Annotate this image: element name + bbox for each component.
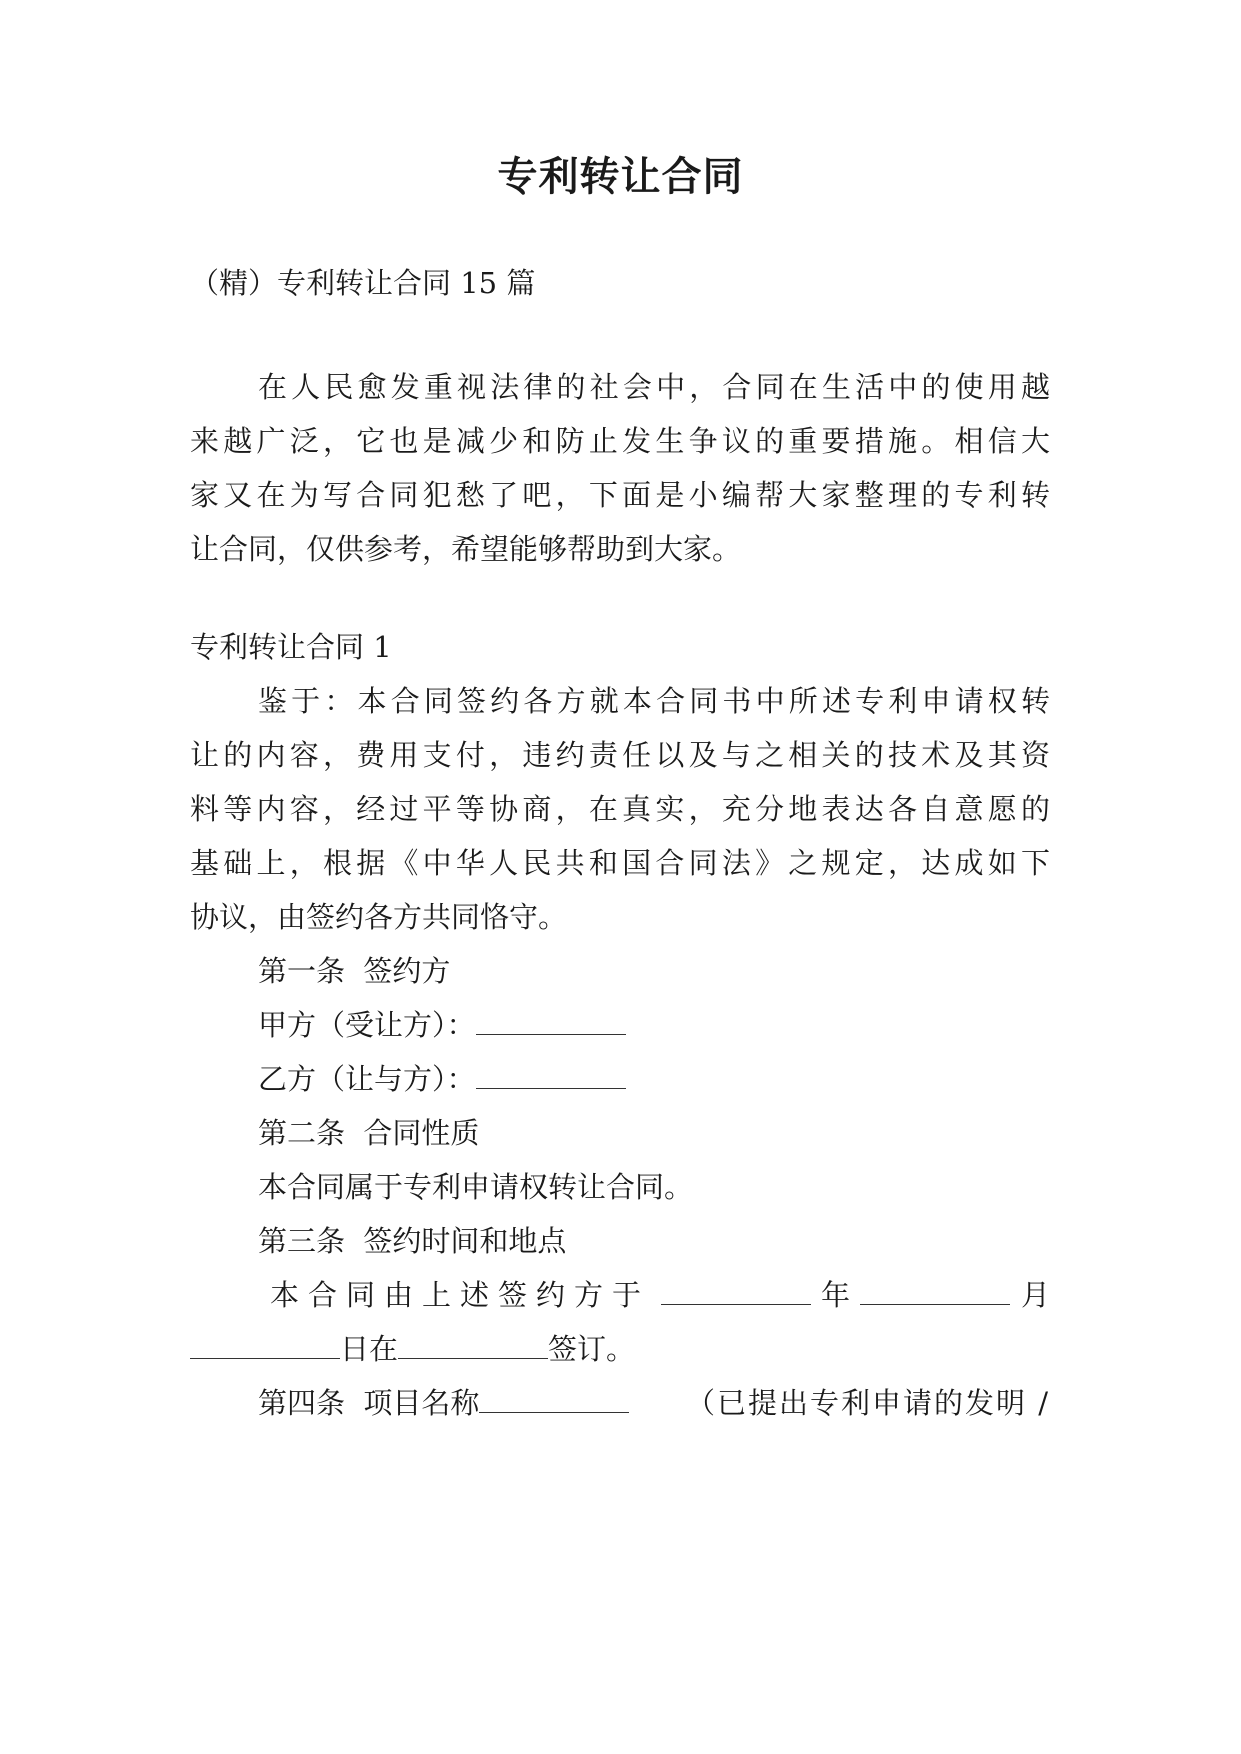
whereas-line-1: 鉴于：本合同签约各方就本合同书中所述专利申请权转 bbox=[258, 684, 1050, 718]
party-a-blank bbox=[476, 1008, 626, 1035]
article-2-text: 本合同属于专利申请权转让合同。 bbox=[258, 1170, 694, 1204]
party-b-row bbox=[258, 1059, 1050, 1099]
article-3-heading: 第三条 签约时间和地点 bbox=[258, 1224, 567, 1258]
intro-line-1: 在人民愈发重视法律的社会中，合同在生活中的使用越 bbox=[258, 370, 1050, 404]
intro-line-2: 来越广泛，它也是减少和防止发生争议的重要措施。相信大 bbox=[190, 424, 1050, 458]
article-1-heading: 第一条 签约方 bbox=[258, 954, 451, 988]
article-4-line bbox=[258, 1383, 1050, 1423]
whereas-line-3: 料等内容，经过平等协商，在真实，充分地表达各自意愿的 bbox=[190, 792, 1050, 826]
document-subtitle: （精）专利转让合同 15 篇 bbox=[190, 266, 536, 300]
party-b-label: 乙方（让与方）： bbox=[258, 1062, 476, 1096]
day-blank bbox=[190, 1332, 340, 1359]
article-2-heading: 第二条 合同性质 bbox=[258, 1116, 480, 1150]
article-4-suffix: （已提出专利申请的发明 / bbox=[686, 1386, 1050, 1420]
whereas-line-4: 基础上，根据《中华人民共和国合同法》之规定，达成如下 bbox=[190, 846, 1050, 880]
whereas-line-2: 让的内容，费用支付，违约责任以及与之相关的技术及其资 bbox=[190, 738, 1050, 772]
month-label: 月 bbox=[1020, 1278, 1050, 1312]
signed-label: 签订。 bbox=[548, 1332, 636, 1366]
day-on-label: 日在 bbox=[340, 1332, 399, 1366]
place-blank bbox=[398, 1332, 548, 1359]
year-label: 年 bbox=[820, 1278, 850, 1312]
project-name-blank bbox=[479, 1386, 629, 1413]
article-3-prefix: 本合同由上述签约方于 bbox=[270, 1278, 651, 1312]
party-a-label: 甲方（受让方）： bbox=[258, 1008, 476, 1042]
year-blank bbox=[661, 1278, 811, 1305]
article-3-line-2 bbox=[190, 1329, 1050, 1369]
article-4-prefix: 第四条 项目名称 bbox=[258, 1386, 480, 1420]
intro-line-4: 让合同，仅供参考，希望能够帮助到大家。 bbox=[190, 532, 742, 566]
intro-line-3: 家又在为写合同犯愁了吧，下面是小编帮大家整理的专利转 bbox=[190, 478, 1050, 512]
article-3-line-1 bbox=[270, 1275, 1050, 1315]
party-a-row bbox=[258, 1005, 1050, 1045]
section-heading: 专利转让合同 1 bbox=[190, 630, 392, 664]
document-title: 专利转让合同 bbox=[497, 154, 744, 200]
party-b-blank bbox=[476, 1062, 626, 1089]
whereas-line-5: 协议，由签约各方共同恪守。 bbox=[190, 900, 568, 934]
month-blank bbox=[860, 1278, 1010, 1305]
